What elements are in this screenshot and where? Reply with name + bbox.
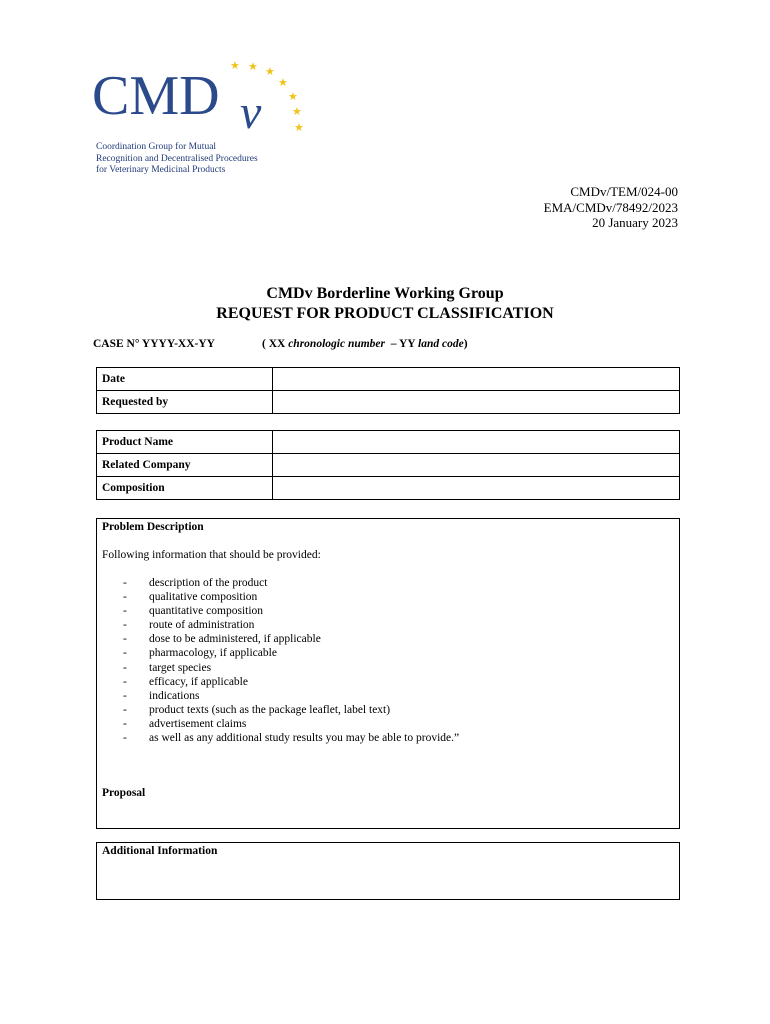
- product-info-table: [96, 430, 680, 500]
- list-item-text: description of the product: [149, 577, 268, 589]
- case-note-chronologic: chronologic number: [288, 338, 386, 350]
- list-bullet: -: [123, 633, 127, 646]
- list-item: [123, 590, 459, 604]
- list-item-text: dose to be administered, if applicable: [149, 633, 321, 646]
- list-item: [123, 632, 459, 646]
- table-row: [97, 477, 680, 500]
- case-note-land-code: land code: [418, 338, 464, 350]
- cmdv-logo: [90, 48, 315, 183]
- page-subtitle: REQUEST FOR PRODUCT CLASSIFICATION: [216, 305, 554, 322]
- list-bullet: -: [123, 703, 127, 716]
- list-item-text: product texts (such as the package leaflet, label text): [149, 703, 391, 716]
- composition-field[interactable]: [273, 477, 680, 500]
- list-item-text: target species: [149, 661, 212, 674]
- request-info-table: [96, 367, 680, 414]
- list-bullet: -: [123, 619, 127, 632]
- svg-text:★: ★: [292, 106, 302, 118]
- list-bullet: -: [123, 661, 127, 674]
- list-item: [123, 604, 459, 618]
- svg-text:★: ★: [265, 66, 275, 78]
- list-bullet: -: [123, 717, 127, 730]
- requested-by-field[interactable]: [273, 391, 680, 414]
- date-label: Date: [97, 368, 273, 391]
- list-item: [123, 661, 459, 675]
- list-bullet: -: [123, 647, 127, 660]
- ema-reference: EMA/CMDv/78492/2023: [543, 199, 678, 215]
- list-bullet: -: [123, 675, 127, 688]
- table-row: [97, 454, 680, 477]
- product-name-label: Product Name: [97, 431, 273, 454]
- list-item-text: qualitative composition: [149, 591, 258, 604]
- list-bullet: -: [123, 732, 127, 745]
- table-row: [97, 368, 680, 391]
- case-number: CASE N° YYYY-XX-YY: [93, 338, 215, 350]
- list-item-text: route of administration: [149, 619, 255, 632]
- list-item: [123, 576, 459, 590]
- list-bullet: -: [123, 689, 127, 702]
- list-item: [123, 731, 459, 745]
- svg-text:★: ★: [230, 60, 240, 72]
- additional-information-box[interactable]: [96, 842, 680, 900]
- problem-description-label: Problem Description: [102, 521, 204, 533]
- problem-description-box[interactable]: [96, 518, 680, 829]
- doc-reference: CMDv/TEM/024-00: [570, 184, 678, 199]
- list-item-text: quantitative composition: [149, 605, 264, 618]
- list-item-text: indications: [149, 689, 200, 702]
- table-row: [97, 431, 680, 454]
- requested-by-label: Requested by: [97, 391, 273, 414]
- logo-subtitle-line: Coordination Group for Mutual: [96, 142, 217, 152]
- list-bullet: -: [123, 577, 127, 589]
- document-date: 20 January 2023: [592, 215, 678, 230]
- list-item-text: pharmacology, if applicable: [149, 647, 277, 660]
- list-item: [123, 703, 459, 717]
- problem-intro: Following information that should be provided:: [102, 549, 321, 561]
- required-info-list: [123, 576, 459, 745]
- list-item-text: advertisement claims: [149, 717, 247, 730]
- list-item: [123, 646, 459, 660]
- cmdv-logo-graphic: [90, 48, 315, 143]
- list-item: [123, 717, 459, 731]
- date-field[interactable]: [273, 368, 680, 391]
- logo-wordmark: CMD: [92, 65, 220, 127]
- composition-label: Composition: [97, 477, 273, 500]
- list-item-text: as well as any additional study results you may be able to provide.”: [149, 732, 460, 745]
- proposal-label: Proposal: [102, 787, 146, 799]
- logo-subtitle-line: for Veterinary Medicinal Products: [96, 165, 226, 175]
- case-note-open: ( XX: [262, 338, 289, 350]
- logo-wordmark-v: v: [240, 86, 262, 139]
- list-item: [123, 689, 459, 703]
- list-item-text: efficacy, if applicable: [149, 675, 248, 688]
- case-note-close: ): [463, 338, 468, 350]
- logo-subtitle-line: Recognition and Decentralised Procedures: [96, 153, 258, 164]
- list-bullet: -: [123, 605, 127, 618]
- svg-text:★: ★: [278, 77, 288, 89]
- list-item: [123, 675, 459, 689]
- list-bullet: -: [123, 591, 127, 604]
- table-row: [97, 391, 680, 414]
- page-title: CMDv Borderline Working Group: [266, 285, 504, 302]
- list-item: [123, 618, 459, 632]
- case-number-note: [262, 338, 468, 350]
- product-name-field[interactable]: [273, 431, 680, 454]
- related-company-label: Related Company: [97, 454, 273, 477]
- case-note-mid: – YY: [385, 338, 419, 350]
- additional-information-label: Additional Information: [102, 845, 218, 857]
- svg-text:★: ★: [248, 61, 258, 73]
- related-company-field[interactable]: [273, 454, 680, 477]
- document-references: [544, 184, 678, 231]
- logo-subtitle: [96, 142, 311, 177]
- svg-text:★: ★: [288, 91, 298, 103]
- svg-text:★: ★: [294, 122, 304, 134]
